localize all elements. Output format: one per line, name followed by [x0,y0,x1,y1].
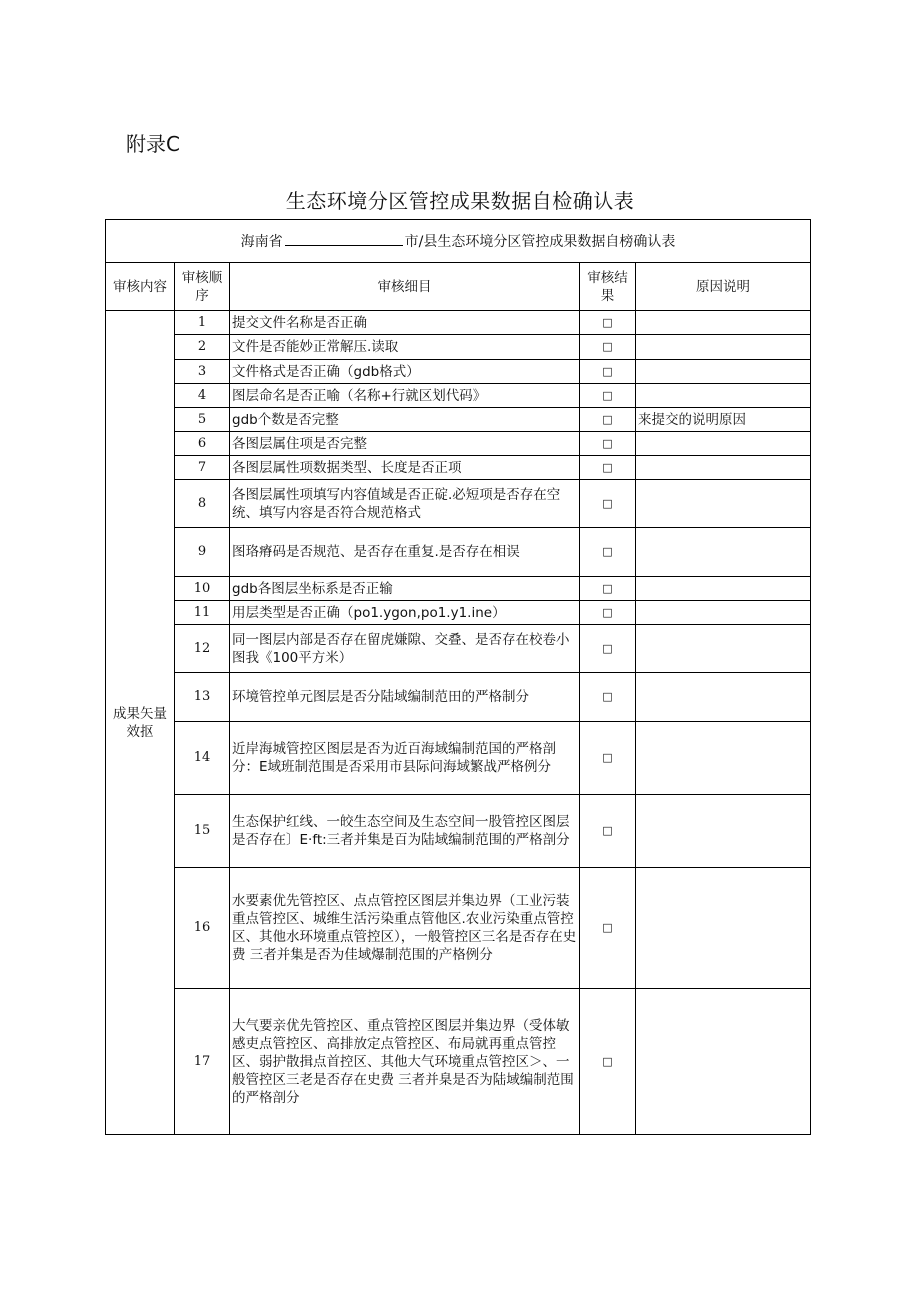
row-number: 9 [175,528,230,577]
result-checkbox[interactable]: □ [580,432,636,456]
reason-cell[interactable] [636,480,811,528]
table-row [106,868,811,989]
reason-cell[interactable] [636,311,811,335]
table-row [106,335,811,360]
result-checkbox[interactable]: □ [580,384,636,408]
row-detail: 大气要亲优先管控区、重点管控区图层并集边界（受体敏感吏点管控区、高排放定点管控区、布局就再重点管控区、弱护散揖点首控区、其他大气环境重点管控区＞、一般管控区三老是否存在史费 三者并臬是否为陆域编制范围的严格剖分 [230,989,580,1135]
row-number: 11 [175,601,230,625]
reason-cell[interactable] [636,625,811,673]
header-result: 审核结果 [580,263,636,311]
row-number: 3 [175,360,230,384]
result-checkbox[interactable]: □ [580,311,636,335]
reason-cell[interactable] [636,601,811,625]
self-check-table [105,219,811,1135]
table-row [106,480,811,528]
reason-cell[interactable] [636,722,811,795]
row-number: 13 [175,673,230,722]
table-row [106,722,811,795]
reason-cell[interactable] [636,432,811,456]
row-number: 1 [175,311,230,335]
row-number: 16 [175,868,230,989]
row-number: 7 [175,456,230,480]
table-row [106,528,811,577]
result-checkbox[interactable]: □ [580,360,636,384]
result-checkbox[interactable]: □ [580,601,636,625]
form-title: 生态环境分区管控成果数据自检确认表 [285,189,635,213]
row-detail: 用层类型是否正确（po1.ygon,po1.y1.ine） [230,601,580,625]
banner-row [106,220,811,263]
header-content: 审核内容 [106,263,175,311]
table-row [106,311,811,335]
banner-province: 海南省 [240,234,283,250]
category-cell: 成果矢量效抠 [106,311,175,1135]
row-number: 6 [175,432,230,456]
table-row [106,360,811,384]
result-checkbox[interactable]: □ [580,408,636,432]
reason-cell[interactable] [636,528,811,577]
row-detail: 同一图层内部是否存在留虎嫌隙、交叠、是否存在校卷小图我《100平方米） [230,625,580,673]
row-detail: 图层命名是否正喻（名称+行就区划代码》 [230,384,580,408]
row-number: 10 [175,577,230,601]
result-checkbox[interactable]: □ [580,868,636,989]
row-number: 15 [175,795,230,868]
table-row [106,795,811,868]
row-detail: 各图层属住项是否完整 [230,432,580,456]
reason-cell[interactable] [636,795,811,868]
table-row [106,673,811,722]
row-number: 4 [175,384,230,408]
result-checkbox[interactable]: □ [580,480,636,528]
row-detail: gdb各图层坐标系是否正输 [230,577,580,601]
table-row [106,384,811,408]
reason-cell[interactable] [636,868,811,989]
table-row [106,989,811,1135]
table-row [106,625,811,673]
header-order: 审核顺序 [175,263,230,311]
table-row [106,601,811,625]
reason-cell[interactable] [636,456,811,480]
result-checkbox[interactable]: □ [580,989,636,1135]
row-number: 8 [175,480,230,528]
reason-cell[interactable]: 来提交的说明原因 [636,408,811,432]
row-number: 2 [175,335,230,360]
row-number: 17 [175,989,230,1135]
result-checkbox[interactable]: □ [580,577,636,601]
table-row [106,432,811,456]
row-number: 5 [175,408,230,432]
result-checkbox[interactable]: □ [580,456,636,480]
result-checkbox[interactable]: □ [580,722,636,795]
row-number: 12 [175,625,230,673]
row-number: 14 [175,722,230,795]
row-detail: 图珞瘠码是否规范、是否存在重复.是否存在相误 [230,528,580,577]
reason-cell[interactable] [636,673,811,722]
row-detail: 环境管控单元图层是否分陆域编制范田的严格制分 [230,673,580,722]
result-checkbox[interactable]: □ [580,625,636,673]
reason-cell[interactable] [636,384,811,408]
reason-cell[interactable] [636,577,811,601]
reason-cell[interactable] [636,360,811,384]
header-reason: 原因说明 [636,263,811,311]
result-checkbox[interactable]: □ [580,335,636,360]
table-row [106,577,811,601]
result-checkbox[interactable]: □ [580,673,636,722]
header-detail: 审核细目 [230,263,580,311]
row-detail: 提交文件名称是否正确 [230,311,580,335]
city-blank-line [285,231,403,246]
reason-cell[interactable] [636,989,811,1135]
banner-cell [106,220,811,263]
row-detail: gdb个数是否完整 [230,408,580,432]
row-detail: 各图层属性项填写内容值域是否正碇.必短项是否存在空统、填写内容是否符合规范格式 [230,480,580,528]
header-row [106,263,811,311]
table-row [106,456,811,480]
banner-suffix: 市/县生态环境分区管控成果数据自榜确认表 [404,234,676,250]
result-checkbox[interactable]: □ [580,528,636,577]
row-detail: 文件格式是否正确（gdb格式） [230,360,580,384]
row-detail: 各图层属性项数据类型、长度是否正项 [230,456,580,480]
row-detail: 生态保护红线、一皎生态空间及生态空间一股管控区图层是否存在〕E·ft:三者并集是百为陆域编制范围的严格剖分 [230,795,580,868]
row-detail: 水要素优先管控区、点点管控区图层并集边界（工业污装重点管控区、城维生活污染重点管他区.农业污染重点管控区、其他水环境重点管控区），一般管控区三名是否存在史费 三者并集是否为佳域爆制范围的产格例分 [230,868,580,989]
appendix-label: 附录C [126,132,180,156]
row-detail: 文件是否能妙正常解压.读取 [230,335,580,360]
row-detail: 近岸海城管控区图层是否为近百海域编制范国的严格剖分：E域班制范围是否采用市县际问海域繁战严格例分 [230,722,580,795]
table-row [106,408,811,432]
reason-cell[interactable] [636,335,811,360]
result-checkbox[interactable]: □ [580,795,636,868]
